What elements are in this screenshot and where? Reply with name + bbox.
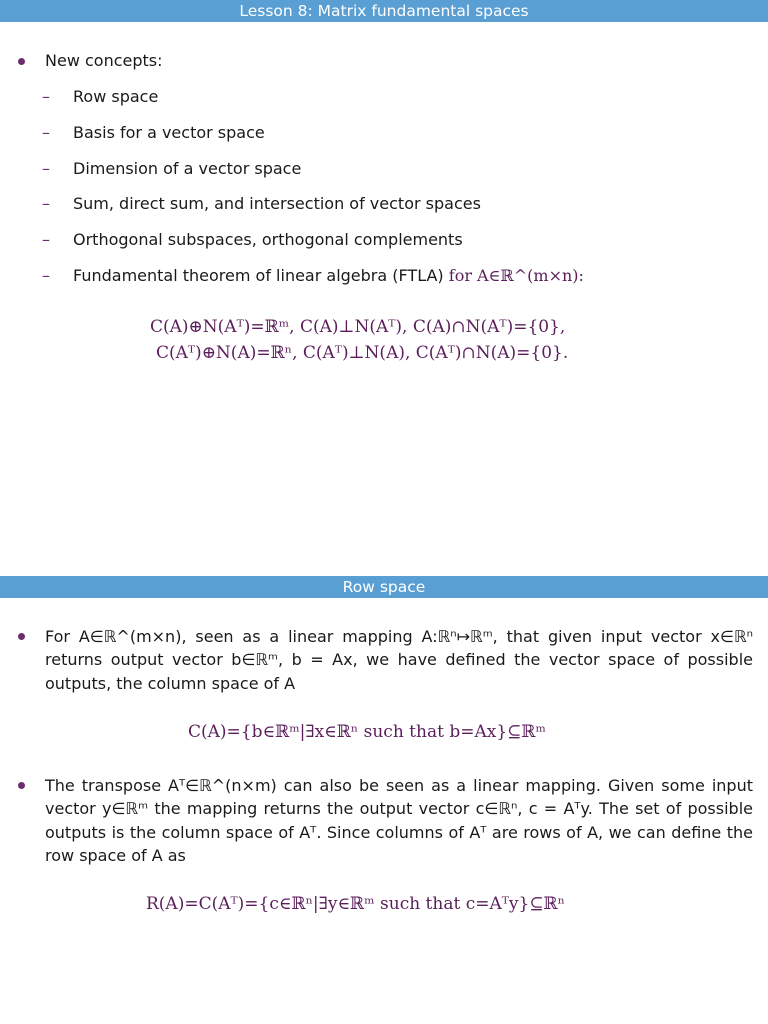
row-space-equation: R(A)=C(Aᵀ)={c∈ℝⁿ|∃y∈ℝᵐ such that c=Aᵀy}⊆ℝⁿ: [146, 894, 566, 914]
ftla-equation-line-2: C(Aᵀ)⊕N(A)=ℝⁿ, C(Aᵀ)⊥N(A), C(Aᵀ)∩N(A)={0}.: [156, 343, 569, 363]
dash-marker: –: [42, 123, 50, 142]
bullet-dot: [18, 633, 25, 640]
slide-2: [0, 512, 768, 1024]
slide-title: Row space: [0, 576, 768, 598]
dash-marker: –: [42, 159, 50, 178]
bullet-dot: [18, 58, 25, 65]
bullet-dot: [18, 782, 25, 789]
dash-marker: –: [42, 194, 50, 213]
ftla-suffix: for A∈ℝ^(m×n):: [448, 266, 584, 285]
bullet-paragraph-1: For A∈ℝ^(m×n), seen as a linear mapping A:ℝⁿ↦ℝᵐ, that given input vector x∈ℝⁿ returns output vector b∈ℝᵐ, b = Ax, we have defined the vector space of possible outputs, the column space of A: [45, 627, 753, 693]
list-item: Fundamental theorem of linear algebra (FTLA): [73, 266, 444, 285]
ftla-equation-line-1: C(A)⊕N(Aᵀ)=ℝᵐ, C(A)⊥N(Aᵀ), C(A)∩N(Aᵀ)={0},: [150, 317, 566, 337]
list-item: Sum, direct sum, and intersection of vector spaces: [73, 194, 481, 213]
bullet-paragraph-2: The transpose Aᵀ∈ℝ^(n×m) can also be seen as a linear mapping. Given some input vector y∈ℝᵐ the mapping returns the output vector c∈ℝⁿ, c = Aᵀy. The set of possible outputs is the column space of Aᵀ. Since columns of Aᵀ are rows of A, we can define the row space of A as: [45, 776, 753, 865]
dash-marker: –: [42, 266, 50, 285]
column-space-equation: C(A)={b∈ℝᵐ|∃x∈ℝⁿ such that b=Ax}⊆ℝᵐ: [188, 722, 546, 742]
list-item: Basis for a vector space: [73, 123, 265, 142]
dash-marker: –: [42, 230, 50, 249]
list-item: Row space: [73, 87, 159, 106]
list-item: Dimension of a vector space: [73, 159, 302, 178]
list-item-ftla: [73, 266, 584, 286]
bullet-heading: New concepts:: [45, 51, 163, 70]
slide-title: Lesson 8: Matrix fundamental spaces: [0, 0, 768, 22]
dash-marker: –: [42, 87, 50, 106]
list-item: Orthogonal subspaces, orthogonal complements: [73, 230, 463, 249]
